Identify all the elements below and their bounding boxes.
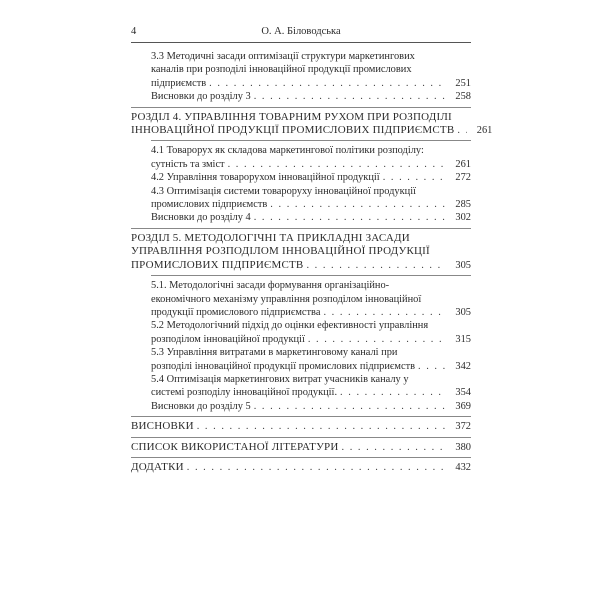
leader-dots [306, 259, 446, 272]
leader-dots [457, 124, 467, 137]
toc-page-number: 315 [455, 333, 471, 345]
leader-dots [342, 441, 446, 454]
leader-dots [197, 420, 446, 433]
divider [131, 107, 471, 108]
leader-dots [228, 158, 446, 171]
toc-section-entry [131, 441, 471, 454]
leader-dots [323, 306, 446, 319]
toc-page-number: 302 [455, 212, 471, 224]
toc-entry-title: Висновки до розділу 5 [151, 400, 251, 412]
toc-entry-line: РОЗДІЛ 4. УПРАВЛІННЯ ТОВАРНИМ РУХОМ ПРИ РОЗПОДІЛІ [131, 110, 452, 123]
toc-page-number: 272 [455, 172, 471, 184]
toc-entry-line: 5.1. Методологічні засади формування організаційно- [151, 280, 390, 292]
leader-dots [418, 360, 446, 373]
toc-subsection-entry [131, 171, 471, 184]
toc-entry-line: УПРАВЛІННЯ РОЗПОДІЛОМ ІННОВАЦІЙНОЇ ПРОДУКЦІЇ [131, 245, 430, 258]
toc-entry-line: 5.4 Оптимізація маркетингових витрат учасників каналу у [151, 373, 409, 385]
toc-entry-line: 4.3 Оптимізація системи товароруху інноваційної продукції [151, 185, 416, 197]
toc-subsection-entry [131, 90, 471, 103]
toc-subsection-entry [131, 400, 471, 413]
toc-entry-title: ІННОВАЦІЙНОЇ ПРОДУКЦІЇ ПРОМИСЛОВИХ ПІДПРИЄМСТВ [131, 124, 455, 137]
toc-entry-title: розподілі інноваційної продукції промислових підприємств [151, 360, 416, 372]
toc-entry-line: економічного механізму управління розподілом інноваційної [151, 293, 422, 305]
toc-page-number: 258 [455, 91, 471, 103]
toc-page-number: 251 [455, 77, 471, 89]
toc-entry-title: системі розподілу інноваційної продукції. [151, 387, 338, 399]
toc-entry-line: 5.2 Методологічний підхід до оцінки ефективності управління [151, 320, 429, 332]
toc-section-entry [131, 461, 471, 474]
toc-page-number: 305 [455, 259, 471, 271]
divider [151, 275, 471, 276]
toc-subsection-entry [131, 185, 471, 212]
toc-entry-title: ПРОМИСЛОВИХ ПІДПРИЄМСТВ [131, 258, 304, 271]
toc-subsection-entry [131, 279, 471, 319]
toc-entry-line: 3.3 Методичні засади оптимізації структури маркетингових [151, 51, 415, 62]
toc-entry-line: 4.1 Товарорух як складова маркетингової політики розподілу: [151, 145, 424, 157]
toc-entry-title: Висновки до розділу 4 [151, 212, 251, 224]
toc-page-number: 380 [455, 441, 471, 453]
toc-section-entry [131, 420, 471, 433]
toc-page-number: 372 [455, 421, 471, 433]
leader-dots [187, 461, 446, 474]
toc-entry-title: підприємств [151, 77, 207, 89]
leader-dots [308, 333, 446, 346]
toc-entry-title: СПИСОК ВИКОРИСТАНОЇ ЛІТЕРАТУРИ [131, 440, 339, 453]
toc-entry-title: ДОДАТКИ [131, 460, 184, 473]
leader-dots [254, 211, 446, 224]
leader-dots [340, 386, 446, 399]
toc-page-number: 342 [455, 360, 471, 372]
toc-subsection-entry [131, 319, 471, 346]
table-of-contents [131, 50, 493, 474]
divider [131, 416, 471, 417]
toc-section-entry [131, 232, 471, 272]
leader-dots [254, 90, 446, 103]
divider [131, 437, 471, 438]
toc-entry-title: промислових підприємств [151, 199, 268, 211]
running-title: О. А. Біловодська [261, 26, 341, 37]
toc-entry-title: розподілом інноваційної продукції [151, 333, 305, 345]
toc-subsection-entry [131, 346, 471, 373]
toc-entry-title: сутність та зміст [151, 158, 225, 170]
divider [131, 228, 471, 229]
toc-entry-line: каналів при розподілі інноваційної продукції промислових [151, 64, 412, 76]
toc-page-number: 369 [455, 400, 471, 412]
toc-subsection-entry [131, 373, 471, 400]
toc-entry-title: Висновки до розділу 3 [151, 91, 251, 103]
toc-entry-line: РОЗДІЛ 5. МЕТОДОЛОГІЧНІ ТА ПРИКЛАДНІ ЗАСАДИ [131, 231, 410, 244]
page-header [131, 26, 471, 43]
toc-page-number: 432 [455, 461, 471, 473]
leader-dots [209, 77, 446, 90]
divider [151, 140, 471, 141]
toc-page-number: 261 [476, 125, 493, 137]
toc-entry-line: 5.3 Управління витратами в маркетинговому каналі при [151, 347, 398, 359]
leader-dots [254, 400, 446, 413]
divider [131, 457, 471, 458]
toc-subsection-entry [131, 50, 471, 90]
leader-dots [270, 198, 446, 211]
toc-page-number: 354 [455, 387, 471, 399]
leader-dots [383, 171, 446, 184]
toc-subsection-entry [131, 211, 471, 224]
page-number: 4 [131, 26, 137, 37]
toc-page-number: 285 [455, 199, 471, 211]
toc-page-number: 305 [455, 306, 471, 318]
toc-entry-title: 4.2 Управління товарорухом інноваційної продукції [151, 172, 380, 184]
toc-subsection-entry [131, 144, 471, 171]
toc-entry-title: ВИСНОВКИ [131, 420, 194, 433]
toc-entry-title: продукції промислового підприємства [151, 306, 321, 318]
toc-section-entry [131, 110, 493, 138]
toc-page-number: 261 [455, 158, 471, 170]
